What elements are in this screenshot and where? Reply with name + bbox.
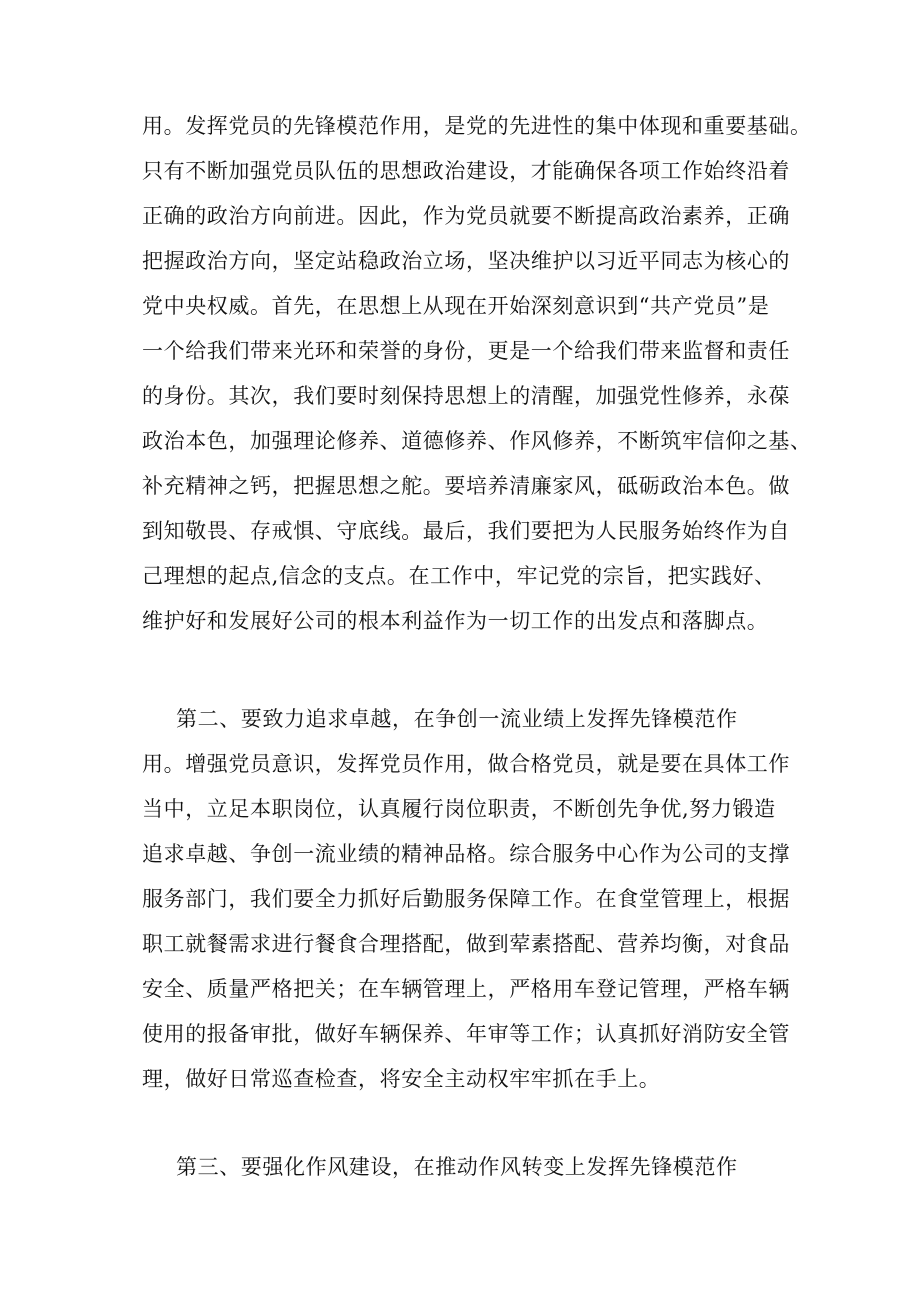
text-line: 追求卓越、争创一流业绩的精神品格。综合服务中心作为公司的支撑 [142, 842, 790, 866]
paragraph-2 [142, 697, 790, 1102]
text-line: 安全、质量严格把关；在车辆管理上，严格用车登记管理，严格车辆 [142, 977, 790, 1001]
text-line: 政治本色，加强理论修养、道德修养、作风修养，不断筑牢信仰之基、 [142, 429, 812, 453]
text-line: 用。发挥党员的先锋模范作用，是党的先进性的集中体现和重要基础。 [142, 114, 812, 138]
text-line: 只有不断加强党员队伍的思想政治建设，才能确保各项工作始终沿着 [142, 159, 790, 183]
text-line: 维护好和发展好公司的根本利益作为一切工作的出发点和落脚点。 [142, 609, 769, 633]
text-line: 的身份。其次，我们要时刻保持思想上的清醒，加强党性修养，永葆 [142, 384, 790, 408]
text-line: 到知敬畏、存戒惧、守底线。最后，我们要把为人民服务始终作为自 [142, 519, 790, 543]
text-line-first: 第二、要致力追求卓越，在争创一流业绩上发挥先锋模范作 [176, 707, 738, 731]
text-line: 使用的报备审批，做好车辆保养、年审等工作；认真抓好消防安全管 [142, 1022, 790, 1046]
text-line: 当中，立足本职岗位，认真履行岗位职责，不断创先争优,努力锻造 [142, 797, 776, 821]
text-line: 职工就餐需求进行餐食合理搭配，做到荤素搭配、营养均衡，对食品 [142, 932, 790, 956]
text-line: 用。增强党员意识，发挥党员作用，做合格党员，就是要在具体工作 [142, 752, 790, 776]
text-line: 服务部门，我们要全力抓好后勤服务保障工作。在食堂管理上，根据 [142, 887, 790, 911]
text-line: 党中央权威。首先，在思想上从现在开始深刻意识到“共产党员”是 [142, 294, 770, 318]
text-line: 己理想的起点,信念的支点。在工作中，牢记党的宗旨，把实践好、 [142, 564, 776, 588]
paragraph-1 [142, 104, 812, 644]
text-line: 一个给我们带来光环和荣誉的身份，更是一个给我们带来监督和责任 [142, 339, 790, 363]
text-line: 正确的政治方向前进。因此，作为党员就要不断提高政治素养，正确 [142, 204, 790, 228]
text-line-first: 第三、要强化作风建设，在推动作风转变上发挥先锋模范作 [176, 1155, 738, 1179]
text-line: 补充精神之钙，把握思想之舵。要培养清廉家风，砥砺政治本色。做 [142, 474, 790, 498]
text-line: 把握政治方向，坚定站稳政治立场，坚决维护以习近平同志为核心的 [142, 249, 790, 273]
paragraph-3 [142, 1145, 782, 1190]
text-line: 理，做好日常巡查检查，将安全主动权牢牢抓在手上。 [142, 1067, 661, 1091]
